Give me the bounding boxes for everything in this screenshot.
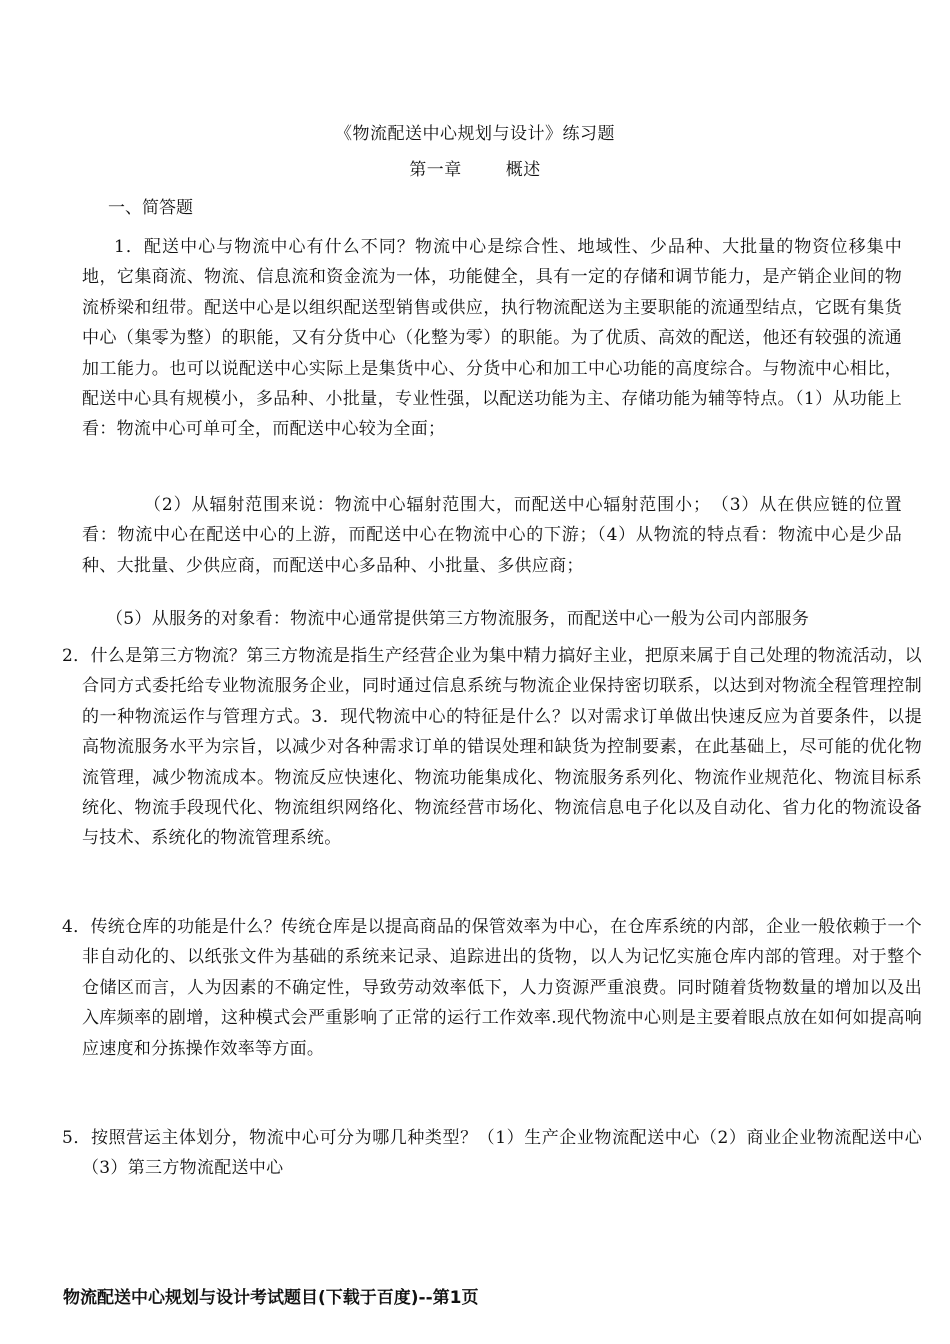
question-1-point-5: （5）从服务的对象看：物流中心通常提供第三方物流服务，而配送中心一般为公司内部服务 [106,609,810,629]
question-1-continued: （2）从辐射范围来说：物流中心辐射范围大，而配送中心辐射范围小； （3）从在供应链的位置看：物流中心在配送中心的上游，而配送中心在物流中心的下游；（4）从物流的特点看：物流中心是少品种、大批量、少供应商，而配送中心多品种、小批量、多供应商； [82,495,902,576]
document-title: 《物流配送中心规划与设计》练习题 [335,124,615,144]
question-4-paragraph: 4．传统仓库的功能是什么？传统仓库是以提高商品的保管效率为中心，在仓库系统的内部，企业一般依赖于一个非自动化的、以纸张文件为基础的系统来记录、追踪进出的货物，以人为记忆实施仓库内部的管理。对于整个仓储区而言，人为因素的不确定性，导致劳动效率低下，人力资源严重浪费。同时随着货物数量的增加以及出入库频率的剧增，这种模式会严重影响了正常的运行工作效率.现代物流中心则是主要着眼点放在如何如提高响应速度和分拣操作效率等方面。 [62,917,922,1059]
page-footer: 物流配送中心规划与设计考试题目(下载于百度)--第1页 [63,1288,479,1308]
chapter-heading [0,158,950,182]
question-5-paragraph: 5．按照营运主体划分，物流中心可分为哪几种类型？（1）生产企业物流配送中心（2）商业企业物流配送中心（3）第三方物流配送中心 [62,1128,922,1179]
section-heading: 一、简答题 [108,198,193,218]
question-1-paragraph: 1．配送中心与物流中心有什么不同？物流中心是综合性、地域性、少品种、大批量的物资位移集中地，它集商流、物流、信息流和资金流为一体，功能健全，具有一定的存储和调节能力，是产销企业间的物流桥梁和纽带。配送中心是以组织配送型销售或供应，执行物流配送为主要职能的流通型结点，它既有集货中心（集零为整）的职能，又有分货中心（化整为零）的职能。为了优质、高效的配送，他还有较强的流通加工能力。也可以说配送中心实际上是集货中心、分货中心和加工中心功能的高度综合。与物流中心相比，配送中心具有规模小，多品种、小批量，专业性强，以配送功能为主、存储功能为辅等特点。（1）从功能上看：物流中心可单可全，而配送中心较为全面； [82,237,902,440]
question-2-paragraph: 2．什么是第三方物流？第三方物流是指生产经营企业为集中精力搞好主业，把原来属于自己处理的物流活动，以合同方式委托给专业物流服务企业，同时通过信息系统与物流企业保持密切联系，以达到对物流全程管理控制的一种物流运作与管理方式。3．现代物流中心的特征是什么？以对需求订单做出快速反应为首要条件，以提高物流服务水平为宗旨，以减少对各种需求订单的错误处理和缺货为控制要素，在此基础上，尽可能的优化物流管理，减少物流成本。物流反应快速化、物流功能集成化、物流服务系列化、物流作业规范化、物流目标系统化、物流手段现代化、物流组织网络化、物流经营市场化、物流信息电子化以及自动化、省力化的物流设备与技术、系统化的物流管理系统。 [62,646,922,849]
chapter-number: 第一章 [409,160,462,180]
chapter-title: 概述 [505,160,541,180]
